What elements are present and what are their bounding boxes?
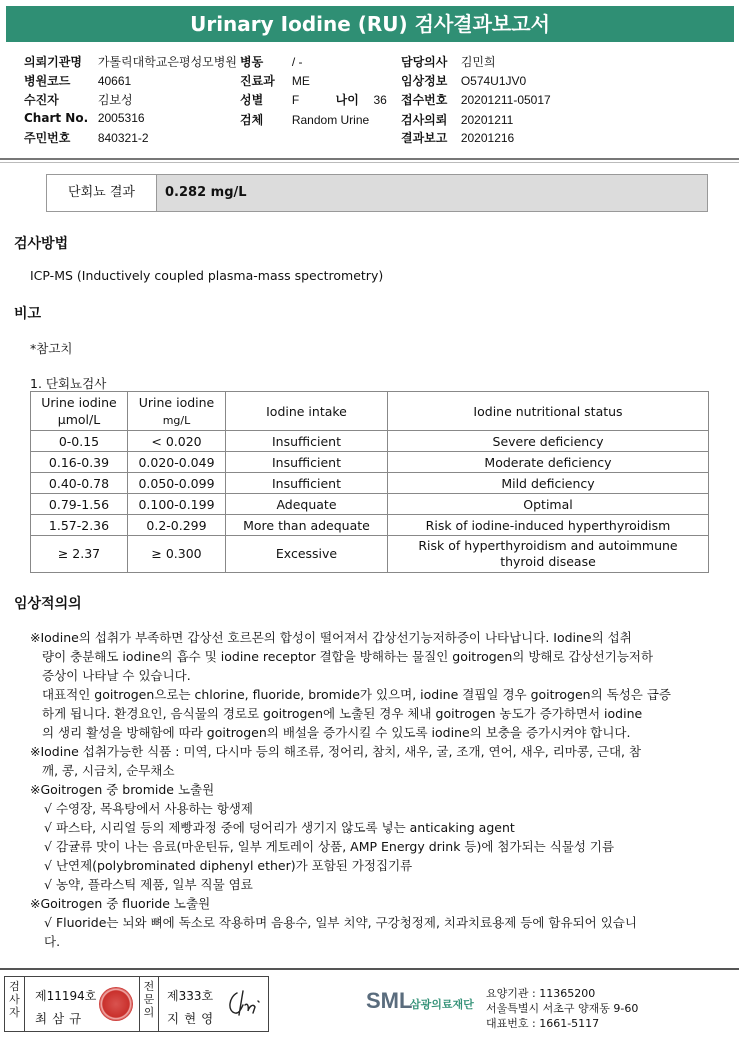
specialist-number: 제333호 bbox=[167, 989, 214, 1003]
result-value: 0.282 mg/L bbox=[165, 185, 247, 200]
clinical-line: √ 감귤류 맛이 나는 음료(마운틴듀, 일부 게토레이 상품, AMP Energy drink 등)에 첨가되는 식물성 기름 bbox=[44, 839, 615, 854]
clinical-line: 증상이 나타날 수 있습니다. bbox=[42, 668, 191, 683]
tester-label: 검사자 bbox=[5, 977, 25, 1031]
cell: Moderate deficiency bbox=[388, 452, 709, 473]
ward-row bbox=[240, 53, 303, 70]
header-divider-thin bbox=[0, 162, 739, 163]
header-umol-line2: μmol/L bbox=[57, 412, 101, 427]
cell: 0.79-1.56 bbox=[31, 494, 128, 515]
header-divider bbox=[0, 158, 739, 160]
reference-note: *참고치 bbox=[30, 341, 73, 356]
dept-row bbox=[240, 72, 310, 89]
ward-label: 병동 bbox=[240, 55, 264, 69]
header-status: Iodine nutritional status bbox=[388, 392, 709, 431]
reference-table bbox=[30, 391, 709, 573]
dept-value: ME bbox=[291, 74, 310, 88]
specialist-label: 전문의 bbox=[139, 977, 159, 1031]
status-line2: thyroid disease bbox=[500, 554, 596, 569]
table-row bbox=[31, 536, 709, 573]
receipt-label: 접수번호 bbox=[401, 93, 448, 107]
specimen-label: 검체 bbox=[240, 113, 264, 127]
footer-divider bbox=[0, 968, 739, 970]
hospital-code-row bbox=[24, 72, 131, 89]
dept-label: 진료과 bbox=[240, 74, 275, 88]
clinical-line: √ 난연제(polybrominated diphenyl ether)가 포함된 가정집기류 bbox=[44, 858, 413, 873]
cell: Excessive bbox=[226, 536, 388, 573]
cell: Insufficient bbox=[226, 473, 388, 494]
age-value: 36 bbox=[373, 93, 387, 107]
table-row bbox=[31, 452, 709, 473]
patient-label: 수진자 bbox=[24, 93, 59, 107]
clinical-line: 량이 충분해도 iodine의 흡수 및 iodine receptor 결합을 방해하는 물질인 goitrogen의 방해로 갑상선기능저하 bbox=[42, 649, 654, 664]
result-box bbox=[46, 174, 708, 212]
specimen-row bbox=[240, 111, 369, 128]
chart-value: 2005316 bbox=[97, 111, 145, 125]
cell: 0-0.15 bbox=[31, 431, 128, 452]
resident-value: 840321-2 bbox=[97, 131, 149, 145]
header-mgl-line2: mg/L bbox=[162, 413, 191, 427]
receipt-value: 20201211-05017 bbox=[460, 93, 551, 107]
sex-label: 성별 bbox=[240, 93, 264, 107]
institution-label: 의뢰기관명 bbox=[24, 55, 82, 69]
patient-row bbox=[24, 91, 133, 108]
clinical-line: 의 생리 활성을 방해함에 따라 goitrogen의 배설을 증가시킬 수 있도록 iodine의 보충을 증가시켜야 합니다. bbox=[42, 725, 631, 740]
lab-phone: 대표번호 : 1661-5117 bbox=[486, 1017, 600, 1030]
reported-label: 결과보고 bbox=[401, 131, 448, 145]
table-title: 1. 단회뇨검사 bbox=[30, 376, 107, 391]
header-mgl-line1: Urine iodine bbox=[138, 394, 215, 410]
cell: Mild deficiency bbox=[388, 473, 709, 494]
header-intake: Iodine intake bbox=[226, 392, 388, 431]
signature-icon bbox=[225, 987, 263, 1021]
sml-logo bbox=[366, 984, 486, 1024]
clinical-heading: 임상적의의 bbox=[14, 596, 82, 612]
requested-label: 검사의뢰 bbox=[401, 113, 448, 127]
method-text: ICP-MS (Inductively coupled plasma-mass spectrometry) bbox=[30, 268, 384, 283]
doctor-value: 김민희 bbox=[460, 55, 496, 69]
clinical-line: 깨, 콩, 시금치, 순무채소 bbox=[42, 763, 175, 778]
chart-label: Chart No. bbox=[24, 111, 89, 125]
lab-address: 서울특별시 서초구 양재동 9-60 bbox=[486, 1002, 639, 1015]
clinical-line: ※Goitrogen 중 bromide 노출원 bbox=[30, 782, 215, 797]
requested-row bbox=[401, 111, 513, 128]
institution-value: 가톨릭대학교은평성모병원 bbox=[97, 55, 237, 69]
cell: Optimal bbox=[388, 494, 709, 515]
cell: 0.100-0.199 bbox=[128, 494, 226, 515]
receipt-row bbox=[401, 91, 551, 108]
age-label: 나이 bbox=[335, 93, 359, 107]
cell: Risk of iodine-induced hyperthyroidism bbox=[388, 515, 709, 536]
cell: Insufficient bbox=[226, 431, 388, 452]
cell: 0.020-0.049 bbox=[128, 452, 226, 473]
clinical-line: √ 농약, 플라스틱 제품, 일부 직물 염료 bbox=[44, 877, 253, 892]
resident-label: 주민번호 bbox=[24, 131, 71, 145]
table-row bbox=[31, 431, 709, 452]
clinical-line: 대표적인 goitrogen으로는 chlorine, fluoride, bromide가 있으며, iodine 결핍일 경우 goitrogen의 독성은 급증 bbox=[42, 687, 671, 702]
logo-text: SML bbox=[366, 988, 413, 1013]
tester-name: 최삼규 bbox=[35, 1011, 87, 1026]
method-heading: 검사방법 bbox=[14, 236, 69, 252]
status-line1: Risk of hyperthyroidism and autoimmune bbox=[418, 538, 678, 553]
hospital-code-label: 병원코드 bbox=[24, 74, 71, 88]
sex-row bbox=[240, 91, 387, 108]
cell: Adequate bbox=[226, 494, 388, 515]
clinical-info-row bbox=[401, 72, 526, 89]
result-label: 단회뇨 결과 bbox=[47, 175, 157, 211]
institution-row bbox=[24, 53, 237, 70]
clinical-line: ※Iodine의 섭취가 부족하면 갑상선 호르몬의 합성이 떨어져서 갑상선기능저하증이 나타납니다. Iodine의 섭취 bbox=[30, 630, 632, 645]
resident-row bbox=[24, 129, 149, 146]
cell: 0.2-0.299 bbox=[128, 515, 226, 536]
clinical-info-label: 임상정보 bbox=[401, 74, 448, 88]
ward-value: / - bbox=[291, 55, 303, 69]
cell bbox=[388, 536, 709, 573]
clinical-text bbox=[30, 628, 696, 951]
sex-value: F bbox=[291, 93, 300, 107]
clinical-line: 하게 됩니다. 환경요인, 음식물의 경로로 goitrogen에 노출된 경우 체내 goitrogen 농도가 증가하면서 iodine bbox=[42, 706, 643, 721]
cell: ≥ 0.300 bbox=[128, 536, 226, 573]
cell: 1.57-2.36 bbox=[31, 515, 128, 536]
clinical-line: 다. bbox=[44, 934, 61, 949]
table-header-row bbox=[31, 392, 709, 431]
clinical-line: ※Goitrogen 중 fluoride 노출원 bbox=[30, 896, 211, 911]
cell: ≥ 2.37 bbox=[31, 536, 128, 573]
requested-value: 20201211 bbox=[460, 113, 514, 127]
tester-number: 제11194호 bbox=[35, 989, 97, 1003]
header-umol bbox=[31, 392, 128, 431]
table-row bbox=[31, 515, 709, 536]
institution-code: 요양기관 : 11365200 bbox=[486, 987, 596, 1000]
cell: 0.40-0.78 bbox=[31, 473, 128, 494]
table-row bbox=[31, 494, 709, 515]
clinical-line: √ 파스타, 시리얼 등의 제빵과정 중에 덩어리가 생기지 않도록 넣는 anticaking agent bbox=[44, 820, 515, 835]
doctor-row bbox=[401, 53, 496, 70]
clinical-line: √ Fluoride는 뇌와 뼈에 독소로 작용하며 음용수, 일부 치약, 구강청정제, 치과치료용제 등에 함유되어 있습니 bbox=[44, 915, 637, 930]
cell: Insufficient bbox=[226, 452, 388, 473]
chart-row bbox=[24, 111, 145, 125]
specimen-value: Random Urine bbox=[291, 113, 370, 127]
logo-name: 삼광의료재단 bbox=[410, 998, 474, 1011]
seal-icon bbox=[99, 987, 133, 1021]
cell: 0.050-0.099 bbox=[128, 473, 226, 494]
table-row bbox=[31, 473, 709, 494]
header-mgl bbox=[128, 392, 226, 431]
clinical-line: √ 수영장, 목욕탕에서 사용하는 항생제 bbox=[44, 801, 253, 816]
cell: < 0.020 bbox=[128, 431, 226, 452]
doctor-label: 담당의사 bbox=[401, 55, 448, 69]
cell: Severe deficiency bbox=[388, 431, 709, 452]
reported-row bbox=[401, 129, 514, 146]
specialist-name: 지현영 bbox=[167, 1011, 219, 1026]
patient-value: 김보성 bbox=[97, 93, 133, 107]
hospital-code-value: 40661 bbox=[97, 74, 132, 88]
cell: 0.16-0.39 bbox=[31, 452, 128, 473]
clinical-info-value: O574U1JV0 bbox=[460, 74, 527, 88]
signature-box bbox=[4, 976, 269, 1032]
remarks-heading: 비고 bbox=[14, 306, 42, 322]
reported-value: 20201216 bbox=[460, 131, 515, 145]
report-title: Urinary Iodine (RU) 검사결과보고서 bbox=[6, 6, 734, 42]
cell: More than adequate bbox=[226, 515, 388, 536]
clinical-line: ※Iodine 섭취가능한 식품 : 미역, 다시마 등의 해조류, 정어리, 참치, 새우, 굴, 조개, 연어, 새우, 리마콩, 근대, 참 bbox=[30, 744, 642, 759]
header-umol-line1: Urine iodine bbox=[41, 395, 117, 410]
